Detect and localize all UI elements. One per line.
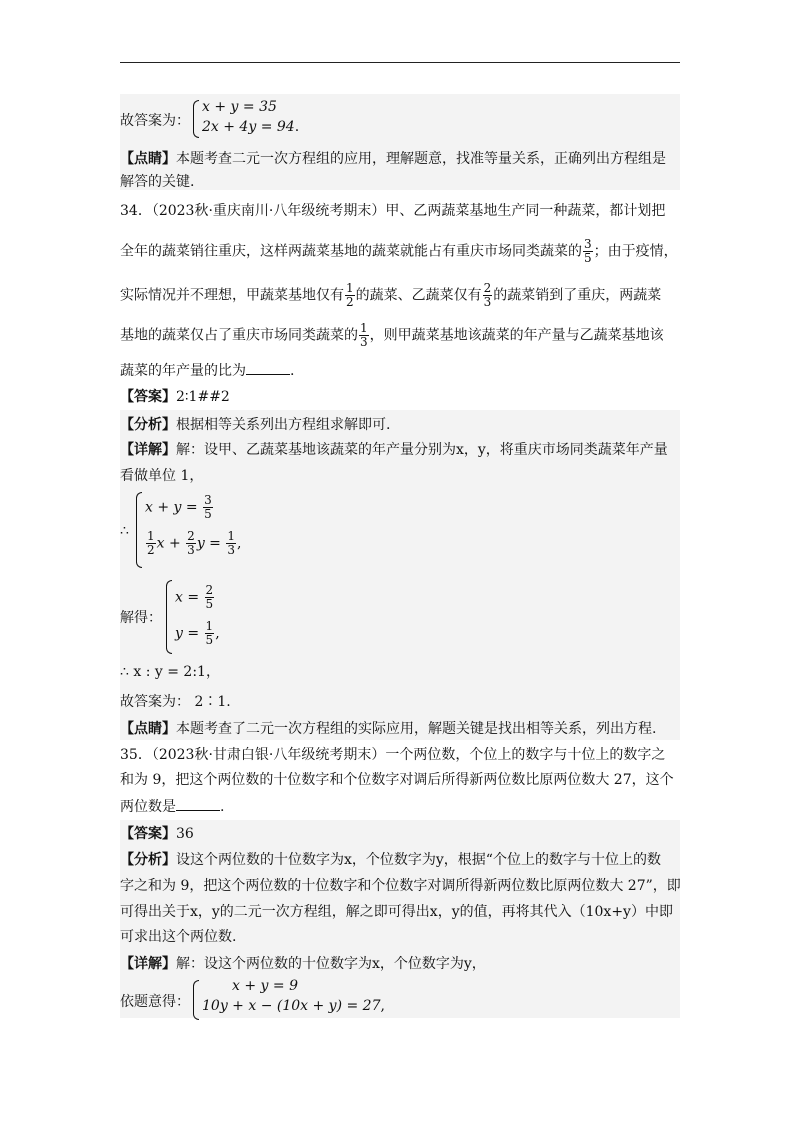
q34-answer: 【答案】2∶1##2 (120, 389, 230, 405)
prev-eq-2: 2x + 4y = 94. (202, 119, 300, 135)
q34-line-5: 蔬菜的年产量的比为 . (120, 360, 680, 381)
q35-answer: 【答案】36 (120, 826, 194, 842)
q34-line-1: 34．（2023秋·重庆南川·八年级统考期末）甲、乙两蔬菜基地生产同一种蔬菜，都计划把 (120, 203, 666, 219)
system-3-brace (193, 980, 199, 1020)
q35-detail: 【详解】解：设这个两位数的十位数字为x，个位数字为y， (120, 956, 486, 972)
answer-blank (246, 360, 290, 375)
q35-setup: 依题意得： (120, 994, 190, 1010)
q34-line-3: 实际情况并不理想，甲蔬菜基地仅有 $\frac{1}{2}$ 的蔬菜、乙蔬菜仅有 $\frac{2}{3}$ 的蔬菜销到了重庆，两蔬菜 (120, 281, 662, 309)
q34-comment: 【点睛】本题考查了二元一次方程组的实际应用，解题关键是找出相等关系，列出方程. (120, 721, 657, 737)
q34-line-4: 基地的蔬菜仅占了重庆市场同类蔬菜的 $\frac{1}{3}$ ，则甲蔬菜基地该蔬菜的年产量与乙蔬菜基地该 (120, 321, 664, 349)
q34-detail: 【详解】解：设甲、乙蔬菜基地该蔬菜的年产量分别为x，y，将重庆市场同类蔬菜年产量 (120, 442, 668, 458)
prev-comment-2: 解答的关键. (120, 174, 195, 190)
q35-line-2: 和为 9，把这个两位数的十位数字和个位数字对调后所得新两位数比原两位数大 27，这个 (120, 772, 674, 788)
system-2-eq-2: y = $\frac{1}{5}$ , (175, 619, 220, 647)
q35-line-1: 35．（2023秋·甘肃白银·八年级统考期末）一个两位数，个位上的数字与十位上的数字之 (120, 747, 666, 763)
q34-final: 故答案为： 2∶1. (120, 694, 231, 710)
fraction-2-3: $\frac{2}{3}$ (483, 281, 492, 309)
system-1-eq-1: x + y = $\frac{3}{5}$ (145, 493, 212, 521)
q35-line-3: 两位数是 . (120, 796, 680, 817)
prev-comment: 【点睛】本题考查二元一次方程组的应用，理解题意，找准等量关系，正确列出方程组是 (120, 151, 666, 167)
fraction-3-5: $\frac{3}{5}$ (584, 237, 592, 265)
system-3-eq-1: x + y = 9 (232, 978, 298, 994)
therefore-symbol: ∴ (120, 523, 129, 539)
q35-analysis: 【分析】设这个两位数的十位数字为x，个位数字为y，根据“个位上的数字与十位上的数 (120, 852, 661, 868)
q34-line-2: 全年的蔬菜销往重庆，这样两蔬菜基地的蔬菜就能占有重庆市场同类蔬菜的 $\frac{3}{5}$ ；由于疫情， (120, 237, 678, 265)
system-1-eq-2: $\frac{1}{2}$ x + $\frac{2}{3}$ y = $\frac{1}{3}$ , (147, 529, 242, 557)
q34-detail-2: 看做单位 1， (120, 468, 204, 484)
ratio-line: ∴ x : y = 2:1， (120, 664, 220, 680)
q34-analysis: 【分析】根据相等关系列出方程组求解即可. (120, 417, 391, 433)
system-2-eq-1: x = $\frac{2}{5}$ (175, 583, 214, 611)
prev-answer-line: 故答案为： (120, 113, 190, 129)
system-2-brace (166, 580, 172, 654)
answer-blank (176, 796, 220, 811)
header-rule (120, 62, 680, 63)
system-3-eq-2: 10y + x − (10x + y) = 27, (202, 998, 385, 1014)
q35-analysis-2: 字之和为 9，把这个两位数的十位数字和个位数字对调所得新两位数比原两位数大 27”，即 (120, 878, 681, 894)
fraction-1-2: $\frac{1}{2}$ (346, 281, 354, 309)
prev-eq-1: x + y = 35 (202, 99, 277, 115)
system-1-brace (136, 492, 142, 568)
q35-analysis-3: 可得出关于x，y的二元一次方程组，解之即可得出x，y的值，再将其代入（10x+y）中即 (120, 904, 673, 920)
q35-analysis-4: 可求出这个两位数. (120, 929, 237, 945)
prev-system-brace (193, 100, 199, 138)
fraction-1-3: $\frac{1}{3}$ (360, 321, 368, 349)
solve-label: 解得： (120, 610, 162, 626)
